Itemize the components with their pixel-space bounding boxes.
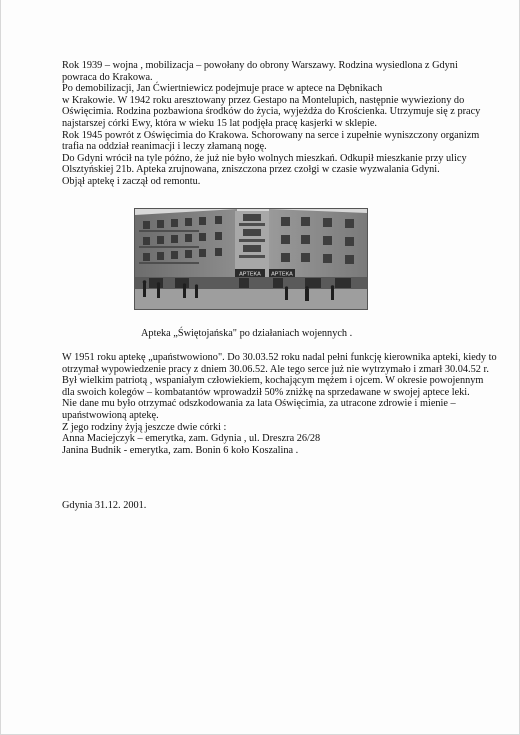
date-signature [62,500,502,512]
text-line: najstarszej córki Ewy, która w wieku 15 lat podjęła pracę kasjerki w sklepie. [62,117,377,129]
date-line: Gdynia 31.12. 2001. [62,500,147,511]
pharmacy-photo [134,208,368,310]
shop-sign-text: APTEKA [271,271,293,278]
text-line: Janina Budnik - emerytka, zam. Bonin 6 koło Koszalina . [62,444,299,456]
text-line: Anna Maciejczyk – emerytka, zam. Gdynia , ul. Dreszra 26/28 [62,433,321,445]
text-line: powraca do Krakowa. [62,71,153,83]
text-line: Olsztyńskiej 21b. Apteka zrujnowana, zniszczona przez czołgi w czasie wyzwalania Gdyni. [62,164,440,176]
paragraph-postwar [62,352,502,456]
text-line: Do Gdyni wrócił na tyle późno, że już nie było wolnych mieszkań. Odkupił mieszkanie przy ulicy [62,152,467,164]
text-line: Rok 1939 – wojna , mobilizacja – powołany do obrony Warszawy. Rodzina wysiedlona z Gdyni [62,60,458,71]
text-line: upaństwowioną aptekę. [62,409,159,421]
text-line: Oświęcimia. Rodzina pozbawiona środków do życia, wyjeżdża do Krościenka. Utrzymuje się z pracy [62,106,481,118]
shop-sign-text: APTEKA [239,271,261,278]
text-line: w Krakowie. W 1942 roku aresztowany przez Gestapo na Montelupich, następnie wywieziony do [62,94,465,106]
paragraph-history [62,60,502,188]
photo-caption: Apteka „Świętojańska" po działaniach wojennych . [141,328,353,339]
text-line: Po demobilizacji, Jan Ćwiertniewicz podejmuje prace w aptece na Dębnikach [62,83,383,95]
text-line: Objął aptekę i zaczął od remontu. [62,175,201,187]
text-line: otrzymał wypowiedzenie pracy z dniem 30.06.52. Ale tego serce już nie wytrzymało i zmarł 30.04.52 r. [62,363,489,375]
text-line: Nie dane mu było otrzymać odszkodowania za lata Oświęcimia, za utracone zdrowie i mienie – [62,398,456,410]
text-line: W 1951 roku aptekę „upaństwowiono". Do 30.03.52 roku nadal pełni funkcję kierownika apteki, kiedy to [62,352,497,363]
text-line: Rok 1945 powrót z Oświęcimia do Krakowa. Schorowany na serce i zupełnie wyniszczony organizm [62,129,480,141]
text-line: trafia na oddział reanimacji i leczy złamaną nogę. [62,141,267,153]
text-line: Był wielkim patriotą , wspaniałym człowiekiem, kochającym mężem i ojcem. W okresie powojennym [62,375,484,387]
pharmacy-building-image [135,209,367,309]
text-line: Z jego rodziny żyją jeszcze dwie córki : [62,421,227,433]
text-line: dla swoich kolegów – kombatantów wprowadził 50% zniżkę na sprzedawane w swojej aptece leki. [62,386,470,398]
